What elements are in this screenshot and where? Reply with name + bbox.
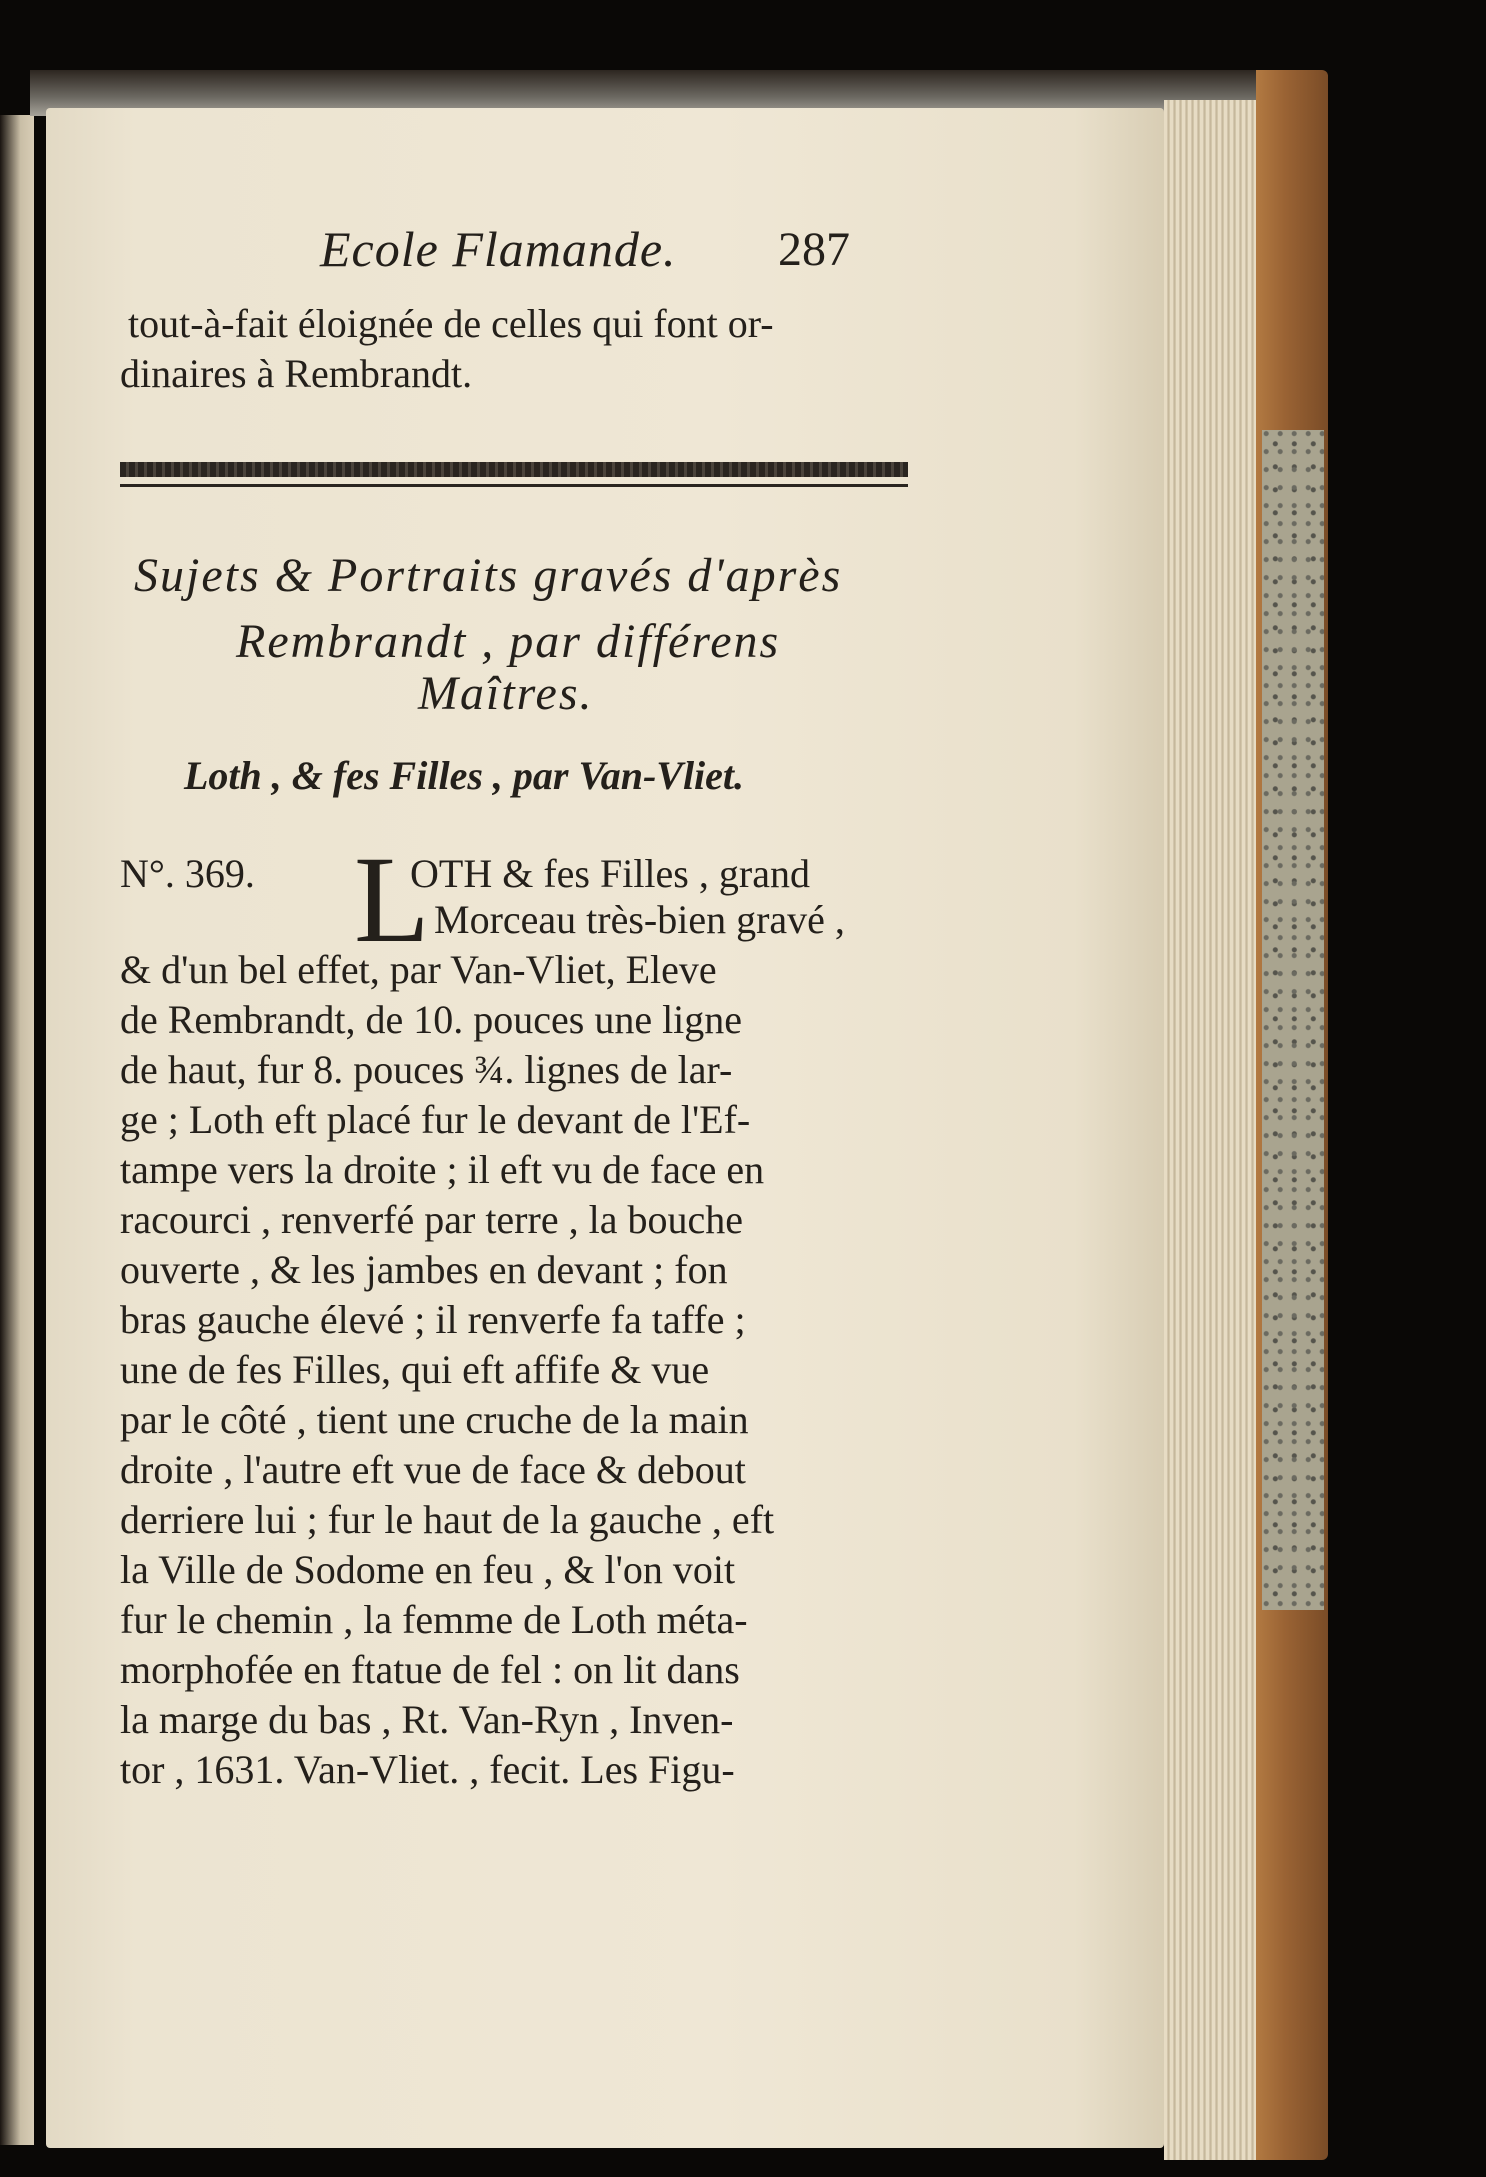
entry-number: N°. 369. — [120, 851, 255, 896]
entry-line: une de fes Filles, qui eft affife & vue — [120, 1347, 710, 1392]
running-head: Ecole Flamande. — [320, 221, 677, 277]
entry-line: derriere lui ; fur le haut de la gauche , eft — [120, 1497, 775, 1542]
section-title-line: Sujets & Portraits gravés d'après — [134, 549, 843, 602]
entry-line: de Rembrandt, de 10. pouces une ligne — [120, 997, 743, 1042]
entry-line: racourci , renverfé par terre , la bouche — [120, 1197, 743, 1242]
entry-line: tor , 1631. Van-Vliet. , fecit. Les Figu- — [120, 1747, 735, 1792]
section-divider — [120, 484, 908, 487]
entry-line: droite , l'autre eft vue de face & debout — [120, 1447, 746, 1492]
intro-line: tout-à-fait éloignée de celles qui font or- — [128, 301, 774, 346]
section-title-line: Maîtres. — [418, 667, 594, 720]
entry-line: la Ville de Sodome en feu , & l'on voit — [120, 1547, 736, 1592]
entry-line: de haut, fur 8. pouces ¾. lignes de lar- — [120, 1047, 733, 1092]
marbled-cover-panel — [1262, 430, 1324, 1610]
page-number: 287 — [778, 223, 850, 276]
entry-line: bras gauche élevé ; il renverfe fa taffe ; — [120, 1297, 746, 1342]
entry-subtitle: Loth , & fes Filles , par Van-Vliet. — [184, 753, 745, 798]
entry-line: morphofée en ftatue de fel : on lit dans — [120, 1647, 740, 1692]
drop-cap: L — [354, 831, 430, 968]
entry-line: ge ; Loth eft placé fur le devant de l'Ef- — [120, 1097, 751, 1142]
intro-line: dinaires à Rembrandt. — [120, 351, 473, 396]
entry-line: Morceau très-bien gravé , — [434, 897, 845, 942]
entry-line: OTH & fes Filles , grand — [410, 851, 810, 896]
entry-line: la marge du bas , Rt. Van-Ryn , Inven- — [120, 1697, 734, 1742]
page-fore-edge — [1164, 100, 1256, 2160]
left-page-edge — [0, 115, 34, 2145]
section-title-line: Rembrandt , par différens — [236, 615, 781, 668]
entry-line: par le côté , tient une cruche de la main — [120, 1397, 749, 1442]
entry-line: fur le chemin , la femme de Loth méta- — [120, 1597, 748, 1642]
ornamental-rule — [120, 462, 908, 477]
entry-line: ouverte , & les jambes en devant ; fon — [120, 1247, 728, 1292]
entry-line: tampe vers la droite ; il eft vu de face en — [120, 1147, 765, 1192]
entry-line: & d'un bel effet, par Van-Vliet, Eleve — [120, 947, 717, 992]
